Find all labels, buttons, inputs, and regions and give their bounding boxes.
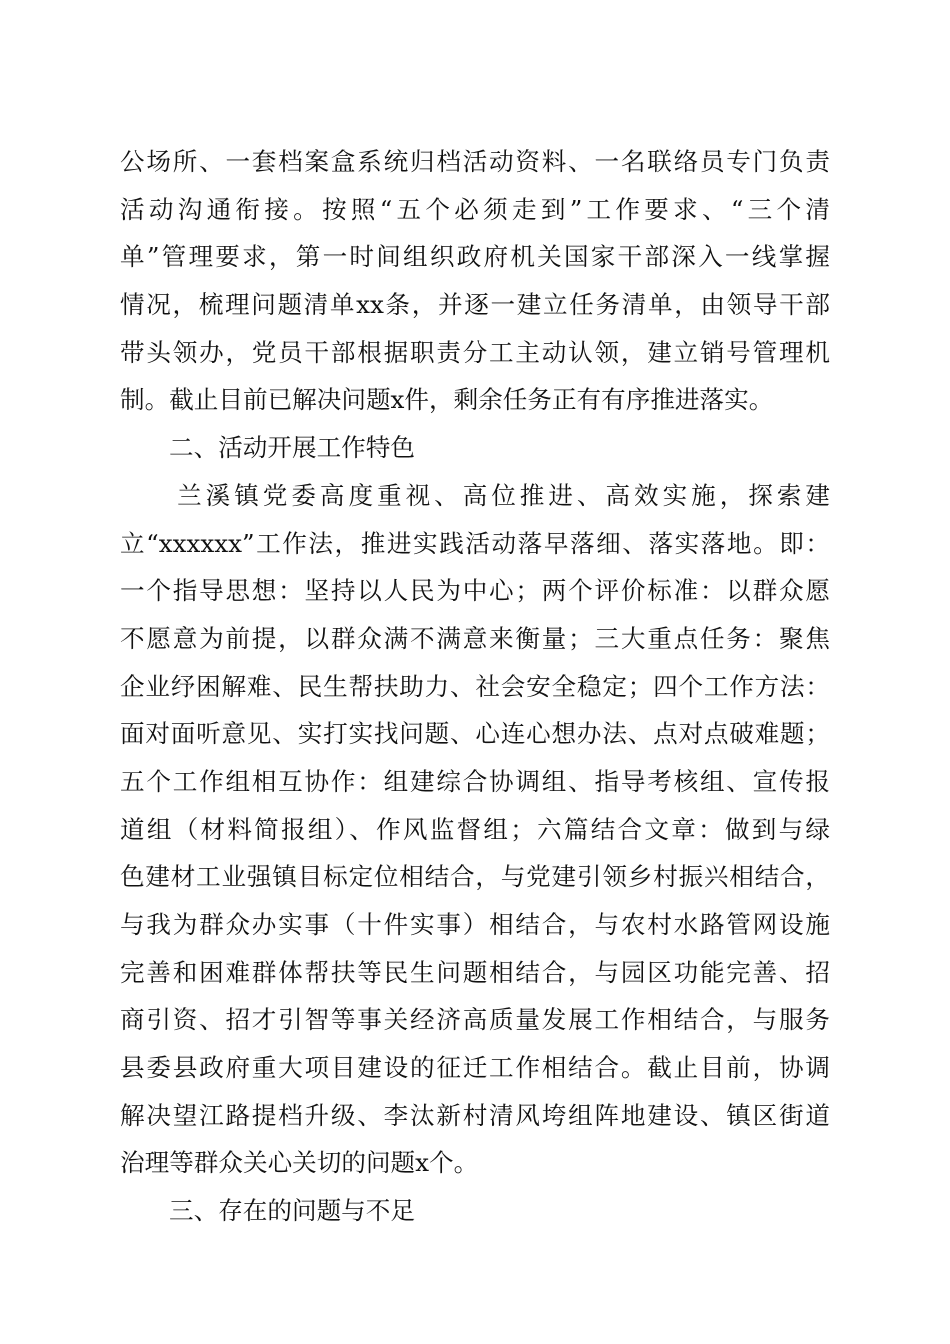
paragraph-line: 不愿意为前提，以群众满不满意来衡量；三大重点任务：聚焦 — [120, 623, 830, 653]
paragraph-line: 情况，梳理问题清单xx条，并逐一建立任务清单，由领导干部 — [120, 290, 830, 320]
paragraph-line: 一个指导思想：坚持以人民为中心；两个评价标准：以群众愿 — [120, 576, 830, 606]
paragraph-line: 五个工作组相互协作：组建综合协调组、指导考核组、宣传报 — [120, 766, 830, 796]
paragraph-line: 制。截止目前已解决问题x件，剩余任务正有有序推进落实。 — [120, 385, 774, 415]
paragraph-line: 解决望江路提档升级、李汰新村清风垮组阵地建设、镇区街道 — [120, 1100, 830, 1130]
section-heading-2: 二、活动开展工作特色 — [169, 433, 415, 463]
paragraph-line: 活动沟通衔接。按照“五个必须走到”工作要求、“三个清 — [120, 194, 830, 224]
paragraph-line: 公场所、一套档案盒系统归档活动资料、一名联络员专门负责 — [120, 147, 830, 176]
paragraph-line: 色建材工业强镇目标定位相结合，与党建引领乡村振兴相结合， — [120, 862, 830, 892]
section-1-tail — [120, 138, 830, 424]
paragraph-line: 道组（材料简报组）、作风监督组；六篇结合文章：做到与绿 — [120, 814, 830, 844]
section-2-body — [120, 472, 830, 1187]
paragraph-line: 与我为群众办实事（十件实事）相结合，与农村水路管网设施 — [120, 910, 830, 939]
paragraph-line: 企业纾困解难、民生帮扶助力、社会安全稳定；四个工作方法： — [120, 671, 830, 701]
paragraph-line: 商引资、招才引智等事关经济高质量发展工作相结合，与服务 — [120, 1005, 830, 1035]
paragraph-line: 兰溪镇党委高度重视、高位推进、高效实施，探索建 — [120, 480, 830, 510]
paragraph-line: 治理等群众关心关切的问题x个。 — [120, 1148, 479, 1178]
paragraph-line: 县委县政府重大项目建设的征迁工作相结合。截止目前，协调 — [120, 1053, 830, 1083]
paragraph-line: 完善和困难群体帮扶等民生问题相结合，与园区功能完善、招 — [120, 957, 830, 987]
paragraph-line: 单”管理要求，第一时间组织政府机关国家干部深入一线掌握 — [120, 242, 830, 272]
section-heading-3: 三、存在的问题与不足 — [169, 1196, 415, 1226]
document-page — [120, 138, 830, 1235]
paragraph-line: 带头领办，党员干部根据职责分工主动认领，建立销号管理机 — [120, 337, 830, 367]
paragraph-line: 面对面听意见、实打实找问题、心连心想办法、点对点破难题； — [120, 719, 830, 749]
paragraph-line: 立“xxxxxx”工作法，推进实践活动落早落细、落实落地。即： — [120, 528, 830, 558]
